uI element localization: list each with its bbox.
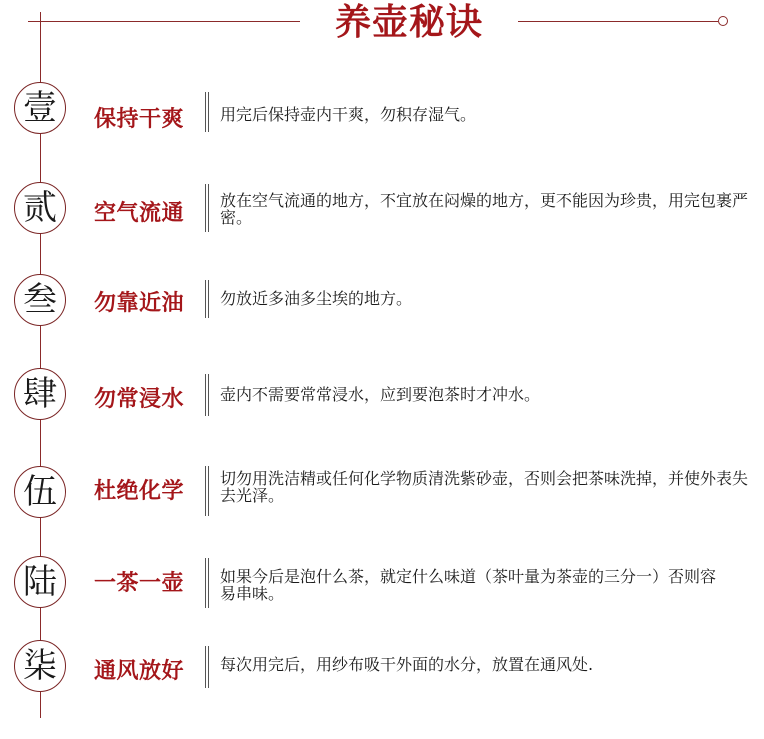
tip-numeral-badge: 陆	[14, 556, 66, 608]
tip-separator	[205, 92, 209, 132]
tip-text: 每次用完后，用纱布吸干外面的水分，放置在通风处.	[220, 655, 594, 674]
tip-numeral-badge: 壹	[14, 82, 66, 134]
tip-text: 用完后保持壶内干爽，勿积存湿气。	[220, 105, 477, 124]
title-divider-right	[518, 21, 718, 22]
tip-separator	[205, 374, 209, 416]
tip-text: 勿放近多油多尘埃的地方。	[220, 289, 413, 308]
tip-title: 保持干爽	[94, 107, 185, 132]
tip-text: 壶内不需要常常浸水，应到要泡茶时才冲水。	[220, 385, 541, 404]
tip-numeral-badge: 肆	[14, 368, 66, 420]
tip-separator	[205, 646, 209, 688]
tip-numeral-badge: 柒	[14, 640, 66, 692]
tip-numeral-badge: 伍	[14, 466, 66, 518]
title-divider-left	[28, 21, 300, 22]
tip-numeral-badge: 贰	[14, 182, 66, 234]
tip-separator	[205, 466, 209, 516]
title-divider-end-dot	[718, 16, 728, 26]
tip-separator	[205, 558, 209, 608]
tip-title: 通风放好	[94, 659, 185, 684]
tip-separator	[205, 280, 209, 318]
tip-text: 如果今后是泡什么茶，就定什么味道（茶叶量为茶壶的三分一）否则容易串味。	[220, 567, 717, 603]
page-title: 养壶秘诀	[334, 1, 483, 43]
tip-title: 一茶一壶	[94, 571, 185, 596]
tip-text: 放在空气流通的地方，不宜放在闷燥的地方，更不能因为珍贵，用完包裹严密。	[220, 191, 749, 227]
page-header	[0, 0, 764, 44]
tip-separator	[205, 184, 209, 232]
tip-numeral-badge: 叁	[14, 274, 66, 326]
tip-title: 勿靠近油	[94, 291, 185, 316]
tip-title: 杜绝化学	[94, 479, 185, 504]
tip-title: 勿常浸水	[94, 387, 185, 412]
tip-title: 空气流通	[94, 201, 185, 226]
tip-text: 切勿用洗洁精或任何化学物质清洗紫砂壶，否则会把茶味洗掉，并使外表失去光泽。	[220, 469, 749, 505]
